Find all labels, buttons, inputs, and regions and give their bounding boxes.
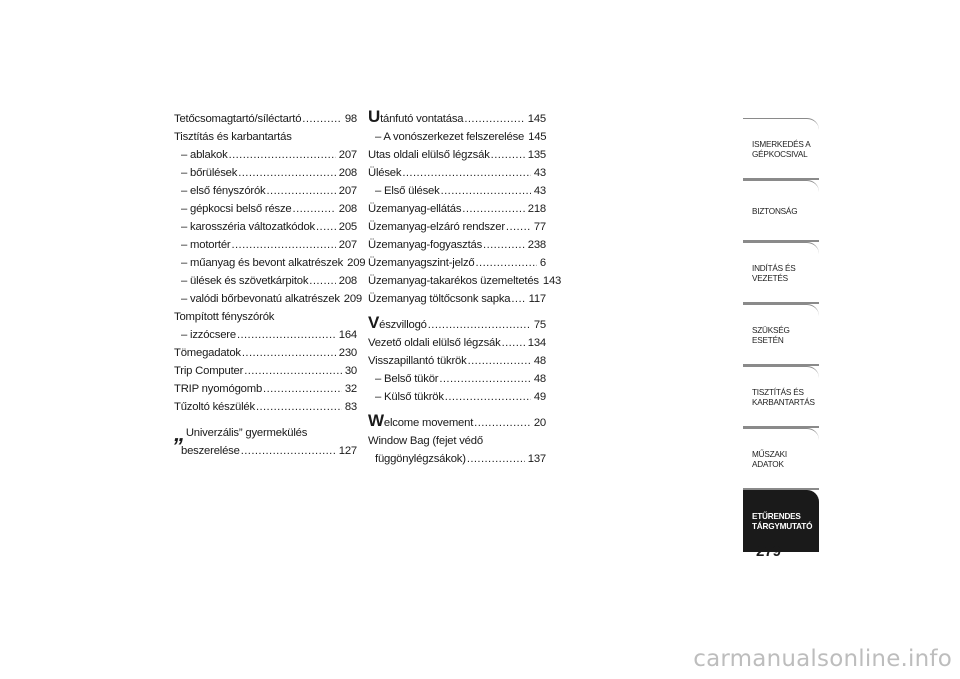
index-entry-page: 164 bbox=[338, 329, 357, 341]
chapter-tab-label: BIZTONSÁG bbox=[752, 206, 798, 216]
index-entry-term bbox=[368, 313, 427, 334]
index-heading-text: Univerzális” gyermekülés bbox=[185, 427, 308, 439]
index-entry[interactable] bbox=[368, 370, 546, 388]
index-entry[interactable] bbox=[174, 442, 357, 460]
index-entry-text: – gépkocsi belső része bbox=[181, 203, 292, 215]
index-entry[interactable] bbox=[368, 411, 546, 432]
index-entry-page: 137 bbox=[527, 453, 546, 465]
chapter-tab-label: INDÍTÁS ÉS VEZETÉS bbox=[752, 263, 796, 283]
chapter-tab[interactable] bbox=[743, 304, 819, 366]
index-entry-text: Üzemanyag töltőcsonk sapka bbox=[368, 293, 511, 305]
index-entry-page: 230 bbox=[338, 347, 357, 359]
index-entry-page: 134 bbox=[527, 337, 546, 349]
dot-leader bbox=[309, 272, 335, 290]
index-entry-term bbox=[375, 182, 440, 200]
index-entry-page: 75 bbox=[533, 319, 546, 331]
index-entry-text: – izzócsere bbox=[181, 329, 236, 341]
dot-leader bbox=[267, 182, 336, 200]
chapter-tab-label: MŰSZAKI ADATOK bbox=[752, 449, 787, 469]
index-entry-term bbox=[375, 450, 466, 468]
dot-leader bbox=[483, 236, 525, 254]
dot-leader bbox=[428, 316, 531, 334]
index-entry-term bbox=[368, 107, 464, 128]
index-entry-term bbox=[181, 200, 292, 218]
index-entry-text: elcome movement bbox=[383, 417, 474, 429]
index-entry-text: Üzemanyag-ellátás bbox=[368, 203, 462, 215]
index-entry[interactable] bbox=[368, 218, 546, 236]
dot-leader bbox=[302, 110, 342, 128]
index-entry[interactable] bbox=[174, 200, 357, 218]
index-entry-text: függönylégzsákok) bbox=[375, 453, 466, 465]
index-heading: Tisztítás és karbantartás bbox=[174, 131, 292, 143]
index-entry-text: – A vonószerkezet felszerelése bbox=[375, 131, 525, 143]
page-number: 279 bbox=[756, 543, 782, 560]
dot-leader bbox=[502, 334, 525, 352]
index-entry-page: 49 bbox=[533, 391, 546, 403]
index-entry-term bbox=[181, 290, 340, 308]
chapter-tab[interactable] bbox=[743, 242, 819, 304]
section-letter: U bbox=[368, 107, 381, 126]
chapter-tab-label: SZÜKSÉG ESETÉN bbox=[752, 325, 790, 345]
index-entry[interactable] bbox=[368, 254, 546, 272]
chapter-tabs bbox=[743, 118, 819, 552]
index-entry-term bbox=[368, 411, 474, 432]
index-entry-term bbox=[181, 146, 228, 164]
index-entry[interactable] bbox=[174, 398, 357, 416]
chapter-tab[interactable] bbox=[743, 366, 819, 428]
index-entry[interactable] bbox=[368, 200, 546, 218]
index-entry-page: 83 bbox=[344, 401, 357, 413]
dot-leader bbox=[445, 388, 531, 406]
index-entry-text: észvillogó bbox=[379, 319, 427, 331]
dot-leader bbox=[468, 352, 531, 370]
index-entry-page: 135 bbox=[527, 149, 546, 161]
index-entry-page: 20 bbox=[533, 417, 546, 429]
index-entry[interactable] bbox=[368, 352, 546, 370]
index-entry-page: 117 bbox=[528, 293, 546, 305]
dot-leader bbox=[244, 362, 342, 380]
index-entry-page: 208 bbox=[338, 203, 357, 215]
index-entry-term bbox=[181, 326, 236, 344]
index-entry-term bbox=[368, 352, 467, 370]
dot-leader bbox=[316, 218, 336, 236]
dot-leader bbox=[293, 200, 336, 218]
index-entry[interactable] bbox=[368, 236, 546, 254]
index-entry-text: Tetőcsomagtartó/síléctartó bbox=[174, 113, 302, 125]
index-column-right bbox=[368, 107, 562, 468]
index-entry[interactable] bbox=[368, 128, 546, 146]
index-entry-page: 98 bbox=[344, 113, 357, 125]
index-entry-page: 207 bbox=[338, 149, 357, 161]
index-entry[interactable] bbox=[174, 362, 357, 380]
dot-leader bbox=[491, 146, 525, 164]
index-entry-page: 208 bbox=[338, 167, 357, 179]
chapter-tab-label: TISZTÍTÁS ÉS KARBANTARTÁS bbox=[752, 387, 815, 407]
chapter-tab[interactable] bbox=[743, 180, 819, 242]
index-entry[interactable] bbox=[174, 146, 357, 164]
index-entry-term bbox=[368, 146, 490, 164]
index-entry[interactable] bbox=[174, 110, 357, 128]
index-entry-text: – első fényszórók bbox=[181, 185, 266, 197]
index-entry[interactable] bbox=[368, 182, 546, 200]
index-entry-term bbox=[375, 128, 524, 146]
dot-leader bbox=[476, 254, 537, 272]
chapter-tab-label: ISMERKEDÉS A GÉPKOCSIVAL bbox=[752, 139, 811, 159]
dot-leader bbox=[256, 398, 342, 416]
index-entry-term bbox=[181, 182, 266, 200]
index-entry-text: – Belső tükör bbox=[375, 373, 439, 385]
index-entry[interactable] bbox=[174, 344, 357, 362]
index-entry-page: 208 bbox=[338, 275, 357, 287]
dot-leader bbox=[241, 442, 336, 460]
dot-leader bbox=[464, 110, 524, 128]
dot-leader bbox=[242, 344, 336, 362]
index-entry[interactable] bbox=[368, 290, 546, 308]
index-entry-page: 238 bbox=[527, 239, 546, 251]
dot-leader bbox=[237, 326, 336, 344]
index-column-left bbox=[174, 110, 366, 460]
index-entry[interactable] bbox=[174, 272, 357, 290]
index-entry-term bbox=[368, 334, 501, 352]
index-entry-text: Tömegadatok bbox=[174, 347, 241, 359]
index-entry-term bbox=[375, 370, 438, 388]
index-entry-term bbox=[181, 442, 240, 460]
index-entry-page: 209 bbox=[343, 293, 363, 305]
index-entry-page: 205 bbox=[338, 221, 357, 233]
section-gap bbox=[368, 308, 546, 316]
index-entry-text: Ülések bbox=[368, 167, 402, 179]
chapter-tab[interactable] bbox=[743, 428, 819, 490]
index-entry-term bbox=[368, 200, 461, 218]
index-heading bbox=[174, 421, 357, 446]
index-entry-term bbox=[181, 272, 308, 290]
index-entry-text: Üzemanyag-fogyasztás bbox=[368, 239, 483, 251]
index-entry-text: – bőrülések bbox=[181, 167, 238, 179]
index-entry-text: Visszapillantó tükrök bbox=[368, 355, 467, 367]
index-entry[interactable] bbox=[368, 272, 562, 290]
index-entry[interactable] bbox=[174, 326, 357, 344]
index-entry[interactable] bbox=[368, 334, 546, 352]
index-entry-term bbox=[174, 380, 262, 398]
index-entry-page: 145 bbox=[528, 131, 547, 143]
dot-leader bbox=[506, 218, 531, 236]
index-entry-text: – valódi bőrbevonatú alkatrészek bbox=[181, 293, 340, 305]
dot-leader bbox=[511, 290, 525, 308]
index-entry[interactable] bbox=[368, 313, 546, 334]
index-entry-text: Trip Computer bbox=[174, 365, 244, 377]
index-heading: Tompított fényszórók bbox=[174, 311, 275, 323]
index-entry-page: 77 bbox=[533, 221, 546, 233]
index-entry-page: 48 bbox=[533, 373, 546, 385]
index-entry-term bbox=[375, 388, 444, 406]
section-gap bbox=[174, 416, 357, 424]
index-entry-text: – Első ülések bbox=[375, 185, 440, 197]
index-entry-term bbox=[181, 254, 343, 272]
dot-leader bbox=[231, 236, 335, 254]
chapter-tab[interactable] bbox=[743, 118, 819, 180]
index-entry[interactable] bbox=[368, 164, 546, 182]
index-entry-page: 145 bbox=[527, 113, 546, 125]
index-entry[interactable] bbox=[368, 450, 546, 468]
index-entry-page: 43 bbox=[533, 167, 546, 179]
index-entry-term bbox=[181, 236, 230, 254]
index-entry[interactable] bbox=[174, 182, 357, 200]
index-entry[interactable] bbox=[174, 380, 357, 398]
index-entry-page: 218 bbox=[527, 203, 546, 215]
index-entry-page: 207 bbox=[338, 239, 357, 251]
index-entry-text: tánfutó vontatása bbox=[380, 113, 464, 125]
index-entry-text: Üzemanyag-elzáró rendszer bbox=[368, 221, 505, 233]
index-entry-term bbox=[368, 272, 539, 290]
index-entry-term bbox=[368, 164, 401, 182]
index-entry-term bbox=[181, 218, 315, 236]
index-entry-text: – műanyag és bevont alkatrészek bbox=[181, 257, 344, 269]
index-entry-page: 127 bbox=[338, 445, 357, 457]
index-entry[interactable] bbox=[174, 290, 363, 308]
index-entry-term bbox=[368, 218, 505, 236]
section-letter: W bbox=[368, 411, 384, 430]
section-letter: V bbox=[368, 313, 380, 332]
index-entry-term bbox=[368, 236, 482, 254]
index-entry-text: – ülések és szövetkárpitok bbox=[181, 275, 309, 287]
dot-leader bbox=[229, 146, 336, 164]
dot-leader bbox=[439, 370, 530, 388]
dot-leader bbox=[467, 450, 525, 468]
index-entry-term bbox=[368, 254, 475, 272]
dot-leader bbox=[462, 200, 524, 218]
index-entry-page: 209 bbox=[347, 257, 366, 269]
dot-leader bbox=[238, 164, 336, 182]
index-entry-text: Utas oldali elülső légzsák bbox=[368, 149, 490, 161]
index-entry-text: Üzemanyag-takarékos üzemeltetés bbox=[368, 275, 539, 287]
index-entry-term bbox=[181, 164, 237, 182]
index-entry-text: – ablakok bbox=[181, 149, 228, 161]
index-entry-text: beszerelése bbox=[181, 445, 240, 457]
index-entry-term bbox=[174, 362, 243, 380]
index-entry[interactable] bbox=[368, 388, 546, 406]
dot-leader bbox=[402, 164, 530, 182]
quote-mark: „ bbox=[174, 421, 185, 446]
chapter-tab-label: ETŰRENDES TÁRGYMUTATÓ bbox=[752, 511, 813, 531]
index-entry[interactable] bbox=[174, 218, 357, 236]
index-entry-text: TRIP nyomógomb bbox=[174, 383, 263, 395]
index-entry-text: Tűzoltó készülék bbox=[174, 401, 255, 413]
index-entry-page: 6 bbox=[539, 257, 546, 269]
index-entry-page: 32 bbox=[344, 383, 357, 395]
index-entry-text: Vezető oldali elülső légzsák bbox=[368, 337, 501, 349]
index-entry[interactable] bbox=[174, 164, 357, 182]
section-gap bbox=[368, 406, 546, 414]
index-entry-text: – Külső tükrök bbox=[375, 391, 444, 403]
dot-leader bbox=[474, 414, 531, 432]
index-entry-page: 43 bbox=[533, 185, 546, 197]
dot-leader bbox=[263, 380, 342, 398]
index-entry[interactable] bbox=[174, 254, 366, 272]
index-entry[interactable] bbox=[174, 236, 357, 254]
index-entry-page: 143 bbox=[542, 275, 562, 287]
index-entry-term bbox=[174, 344, 241, 362]
index-entry[interactable] bbox=[368, 146, 546, 164]
index-entry-text: – motortér bbox=[181, 239, 231, 251]
index-entry-text: – karosszéria változatkódok bbox=[181, 221, 315, 233]
index-heading: Window Bag (fejet védő bbox=[368, 435, 483, 447]
index-entry-term bbox=[174, 110, 301, 128]
index-entry-page: 48 bbox=[533, 355, 546, 367]
index-entry-term bbox=[368, 290, 510, 308]
index-entry-term bbox=[174, 398, 255, 416]
dot-leader bbox=[441, 182, 531, 200]
index-entry[interactable] bbox=[368, 107, 546, 128]
watermark: carmanualsonline.info bbox=[693, 646, 952, 672]
index-entry-page: 207 bbox=[338, 185, 357, 197]
index-entry-page: 30 bbox=[344, 365, 357, 377]
index-entry-text: Üzemanyagszint-jelző bbox=[368, 257, 475, 269]
